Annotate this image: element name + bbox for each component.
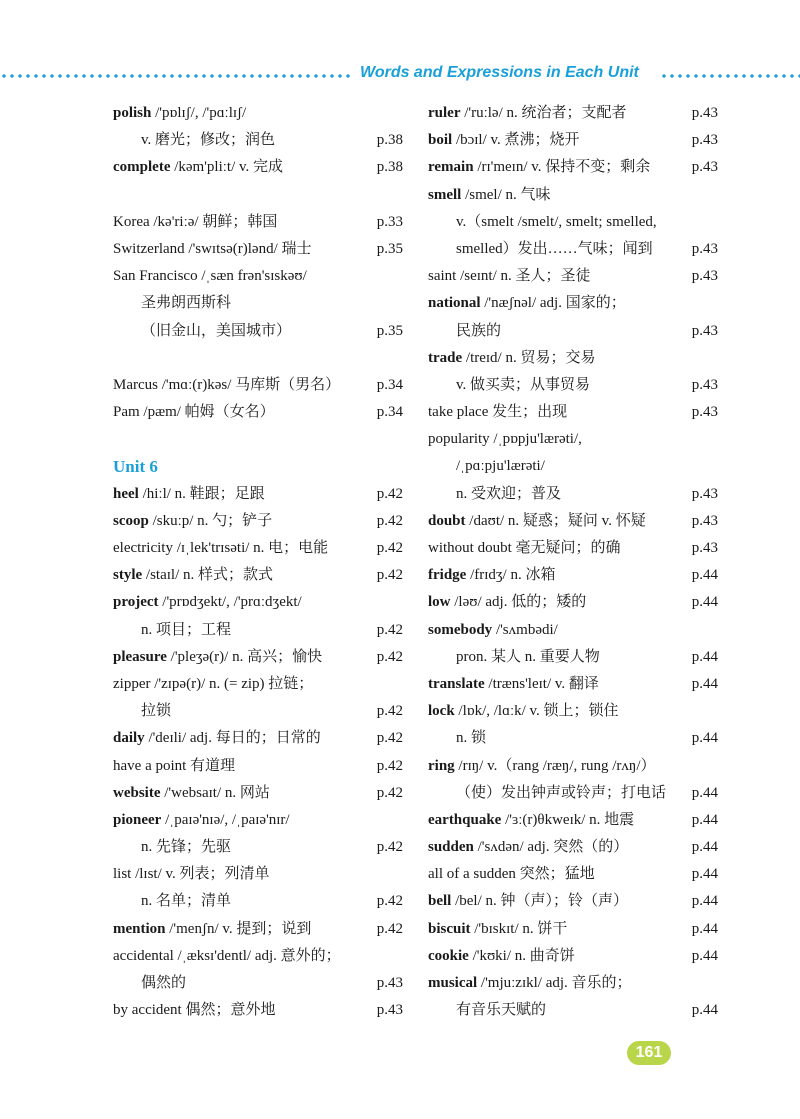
entry-text: smelled）发出……气味；闻到: [456, 240, 653, 257]
entry-text: earthquake /'ɜː(r)θkweɪk/ n. 地震: [428, 811, 635, 828]
entry-text: complete /kəm'pliːt/ v. 完成: [113, 159, 284, 176]
page-ref: p.44: [691, 1002, 718, 1019]
vocab-line: [428, 263, 718, 290]
entry-text: without doubt 毫无疑问；的确: [428, 540, 621, 556]
entry-text: bell /bel/ n. 钟（声）；铃（声）: [428, 893, 629, 910]
entry-text: Korea /kə'riːə/ 朝鲜；韩国: [113, 213, 278, 230]
vocab-line: [428, 888, 718, 915]
entry-text: remain /rɪ'meɪn/ v. 保持不变；剩余: [428, 159, 651, 176]
vocab-line: [113, 535, 403, 562]
entry-text: n. 锁: [456, 730, 487, 747]
page-ref: p.44: [691, 730, 718, 747]
entry-text: style /staɪl/ n. 样式；款式: [113, 567, 274, 584]
headword: scoop: [113, 512, 149, 529]
entry-text: ring /rɪŋ/ v.（rang /ræŋ/, rung /rʌŋ/）: [428, 757, 656, 774]
vocab-line: [428, 644, 718, 671]
entry-text: low /ləʊ/ adj. 低的；矮的: [428, 594, 587, 611]
page-ref: p.43: [691, 132, 718, 149]
left-column: [113, 100, 403, 1024]
entry-text: pleasure /'pleʒə(r)/ n. 高兴；愉快: [113, 648, 323, 665]
headword: daily: [113, 730, 145, 747]
page-ref: p.42: [376, 839, 403, 856]
page-ref: p.42: [376, 784, 403, 801]
page-ref: p.44: [691, 920, 718, 937]
page-ref: p.42: [376, 485, 403, 502]
entry-text: 民族的: [456, 322, 502, 339]
page-ref: p.42: [376, 730, 403, 747]
vocab-line: [113, 209, 403, 236]
page-ref: p.44: [691, 594, 718, 611]
blank-line: [113, 345, 403, 372]
blank-line: [113, 182, 403, 209]
vocab-line: [428, 970, 718, 997]
page-ref: p.43: [691, 376, 718, 393]
entry-text: doubt /daʊt/ n. 疑惑；疑问 v. 怀疑: [428, 512, 646, 529]
entry-text: 拉锁: [141, 703, 172, 720]
headword: mention: [113, 920, 166, 937]
page-ref: p.43: [691, 540, 718, 556]
page-ref: p.33: [376, 213, 403, 230]
entry-text: n. 项目；工程: [141, 621, 232, 638]
vocab-line: [113, 617, 403, 644]
headword: cookie: [428, 947, 469, 964]
vocab-line: [113, 399, 403, 426]
vocab-line: [428, 426, 718, 453]
page-ref: p.43: [691, 240, 718, 257]
page-number: 161: [627, 1041, 671, 1065]
entry-text: San Francisco /ˌsæn frən'sɪskəʊ/: [113, 268, 307, 285]
entry-text: 偶然的: [141, 975, 187, 991]
entry-text: Marcus /'mɑː(r)kəs/ 马库斯（男名）: [113, 376, 341, 393]
entry-text: mention /'menʃn/ v. 提到；说到: [113, 920, 312, 937]
entry-text: musical /'mjuːzɪkl/ adj. 音乐的；: [428, 975, 632, 991]
right-column: [428, 100, 718, 1024]
entry-text: daily /'deɪli/ adj. 每日的；日常的: [113, 730, 321, 747]
entry-text: national /'næʃnəl/ adj. 国家的；: [428, 295, 626, 312]
page-ref: p.43: [691, 322, 718, 339]
vocab-line: [113, 508, 403, 535]
entry-text: translate /træns'leɪt/ v. 翻译: [428, 675, 599, 692]
headword: pleasure: [113, 648, 167, 665]
headword: somebody: [428, 621, 493, 638]
headword: bell: [428, 893, 452, 910]
entry-text: v. 做买卖；从事贸易: [456, 376, 591, 393]
entry-text: scoop /skuːp/ n. 勺；铲子: [113, 512, 273, 529]
page-ref: p.42: [376, 893, 403, 910]
entry-text: n. 名单；清单: [141, 893, 232, 910]
page-ref: p.34: [376, 376, 403, 393]
vocab-line: [428, 753, 718, 780]
vocab-line: [113, 888, 403, 915]
headword: remain: [428, 159, 474, 176]
header-title: Words and Expressions in Each Unit: [360, 64, 639, 81]
entry-text: n. 先锋；先驱: [141, 839, 232, 856]
entry-text: pron. 某人 n. 重要人物: [456, 648, 600, 665]
headword: doubt: [428, 512, 466, 529]
page-ref: p.38: [376, 159, 403, 176]
vocab-line: [113, 589, 403, 616]
vocab-line: [113, 481, 403, 508]
running-header: [0, 62, 800, 90]
vocab-line: [113, 970, 403, 997]
vocab-line: [113, 807, 403, 834]
headword: polish: [113, 105, 152, 121]
vocab-line: [113, 943, 403, 970]
entry-text: polish /'pɒlɪʃ/, /'pɑːlɪʃ/: [113, 105, 247, 121]
vocab-line: [428, 290, 718, 317]
headword: ruler: [428, 105, 461, 121]
entry-text: 有音乐天赋的: [456, 1002, 547, 1019]
vocab-line: [113, 372, 403, 399]
entry-text: boil /bɔɪl/ v. 煮沸；烧开: [428, 132, 580, 149]
headword: ring: [428, 757, 455, 774]
vocab-line: [113, 154, 403, 181]
headword: fridge: [428, 567, 467, 584]
headword: low: [428, 594, 451, 611]
vocab-line: [428, 671, 718, 698]
page-ref: p.44: [691, 947, 718, 964]
vocab-line: [428, 589, 718, 616]
vocab-line: [113, 834, 403, 861]
entry-text: lock /lɒk/, /lɑːk/ v. 锁上；锁住: [428, 703, 619, 720]
entry-text: v. 磨光；修改；润色: [141, 132, 276, 149]
headword: style: [113, 567, 143, 584]
entry-text: Pam /pæm/ 帕姆（女名）: [113, 404, 275, 421]
headword: lock: [428, 703, 455, 720]
entry-text: saint /seɪnt/ n. 圣人；圣徒: [428, 268, 591, 285]
headword: smell: [428, 186, 462, 203]
entry-text: smell /smel/ n. 气味: [428, 186, 551, 203]
entry-text: heel /hiːl/ n. 鞋跟；足跟: [113, 485, 265, 502]
entry-text: project /'prɒdʒekt/, /'prɑːdʒekt/: [113, 594, 302, 611]
vocab-line: [428, 154, 718, 181]
vocab-line: [428, 318, 718, 345]
vocab-line: [428, 127, 718, 154]
entry-text: trade /treɪd/ n. 贸易；交易: [428, 349, 596, 366]
page-ref: p.42: [376, 648, 403, 665]
vocab-line: [113, 318, 403, 345]
entry-text: sudden /'sʌdən/ adj. 突然（的）: [428, 839, 629, 856]
entry-text: website /'websaɪt/ n. 网站: [113, 784, 270, 801]
page-ref: p.43: [691, 512, 718, 529]
headword: musical: [428, 975, 478, 991]
vocab-line: [113, 127, 403, 154]
page-ref: p.44: [691, 567, 718, 584]
entry-text: by accident 偶然；意外地: [113, 1002, 276, 1019]
vocab-line: [428, 916, 718, 943]
headword: pioneer: [113, 811, 162, 828]
vocab-line: [113, 290, 403, 317]
page-ref: p.43: [376, 975, 403, 991]
vocab-line: [113, 263, 403, 290]
vocab-line: [113, 644, 403, 671]
vocab-line: [428, 100, 718, 127]
page-ref: p.43: [691, 105, 718, 121]
headword: boil: [428, 132, 453, 149]
page-ref: p.42: [376, 621, 403, 638]
headword: sudden: [428, 839, 474, 856]
vocab-line: [113, 562, 403, 589]
headword: biscuit: [428, 920, 471, 937]
vocab-line: [428, 481, 718, 508]
entry-text: v.（smelt /smelt/, smelt; smelled,: [456, 213, 657, 230]
entry-text: fridge /frɪdʒ/ n. 冰箱: [428, 567, 556, 584]
page-ref: p.43: [376, 1002, 403, 1019]
vocab-line: [428, 698, 718, 725]
vocab-line: [428, 372, 718, 399]
header-dots-left: [0, 74, 352, 78]
blank-line: [113, 426, 403, 453]
vocab-line: [428, 562, 718, 589]
entry-text: Switzerland /'swɪtsə(r)lənd/ 瑞士: [113, 240, 312, 257]
vocab-line: [428, 236, 718, 263]
headword: trade: [428, 349, 463, 366]
vocab-line: [113, 698, 403, 725]
vocab-line: [428, 508, 718, 535]
entry-text: take place 发生；出现: [428, 404, 568, 421]
page-ref: p.44: [691, 839, 718, 856]
vocab-line: [428, 780, 718, 807]
vocab-line: [428, 617, 718, 644]
headword: national: [428, 295, 481, 312]
headword: project: [113, 594, 159, 611]
page-ref: p.42: [376, 757, 403, 774]
headword: translate: [428, 675, 485, 692]
page-ref: p.43: [691, 268, 718, 285]
entry-text: zipper /'zɪpə(r)/ n. (= zip) 拉链；: [113, 675, 314, 692]
unit-heading: [113, 453, 403, 480]
vocab-line: [428, 209, 718, 236]
vocab-line: [113, 916, 403, 943]
vocab-line: [113, 861, 403, 888]
page-ref: p.35: [376, 322, 403, 339]
page-ref: p.44: [691, 648, 718, 665]
entry-text: popularity /ˌpɒpju'lærəti/,: [428, 431, 582, 448]
page-ref: p.44: [691, 866, 718, 883]
page-ref: p.35: [376, 240, 403, 257]
page-ref: p.42: [376, 567, 403, 584]
headword: website: [113, 784, 161, 801]
entry-text: Unit 6: [113, 457, 158, 477]
vocab-line: [428, 725, 718, 752]
page-ref: p.42: [376, 920, 403, 937]
page-ref: p.44: [691, 893, 718, 910]
page-ref: p.43: [691, 159, 718, 176]
page-ref: p.42: [376, 540, 403, 556]
page-ref: p.42: [376, 703, 403, 720]
entry-text: somebody /'sʌmbədi/: [428, 621, 558, 638]
entry-text: biscuit /'bɪskɪt/ n. 饼干: [428, 920, 568, 937]
page-ref: p.44: [691, 784, 718, 801]
vocab-line: [428, 943, 718, 970]
entry-text: all of a sudden 突然；猛地: [428, 866, 595, 883]
vocab-line: [428, 345, 718, 372]
vocab-line: [428, 453, 718, 480]
entry-text: list /lɪst/ v. 列表；列清单: [113, 866, 270, 883]
vocab-line: [428, 807, 718, 834]
entry-text: electricity /ɪˌlek'trɪsəti/ n. 电；电能: [113, 540, 329, 556]
page-ref: p.44: [691, 675, 718, 692]
entry-text: /ˌpɑːpju'lærəti/: [456, 458, 545, 475]
page-ref: p.34: [376, 404, 403, 421]
headword: earthquake: [428, 811, 502, 828]
entry-text: （旧金山，美国城市）: [141, 322, 292, 339]
vocab-line: [113, 236, 403, 263]
entry-text: accidental /ˌæksɪ'dentl/ adj. 意外的；: [113, 947, 341, 964]
entry-text: ruler /'ruːlə/ n. 统治者；支配者: [428, 105, 627, 121]
entry-text: cookie /'kʊki/ n. 曲奇饼: [428, 947, 575, 964]
vocab-line: [113, 997, 403, 1024]
vocab-line: [113, 671, 403, 698]
entry-text: （使）发出钟声或铃声；打电话: [456, 784, 667, 801]
vocab-line: [113, 725, 403, 752]
vocab-line: [428, 834, 718, 861]
vocab-line: [428, 997, 718, 1024]
headword: heel: [113, 485, 139, 502]
page-ref: p.42: [376, 512, 403, 529]
page-ref: p.44: [691, 811, 718, 828]
vocab-line: [113, 100, 403, 127]
header-dots-right: [660, 74, 800, 78]
page-ref: p.43: [691, 404, 718, 421]
page-ref: p.38: [376, 132, 403, 149]
entry-text: n. 受欢迎；普及: [456, 485, 562, 502]
headword: complete: [113, 159, 171, 176]
vocab-line: [113, 753, 403, 780]
vocab-line: [113, 780, 403, 807]
vocab-line: [428, 182, 718, 209]
page-ref: p.43: [691, 485, 718, 502]
vocab-line: [428, 399, 718, 426]
entry-text: pioneer /ˌpaɪə'nɪə/, /ˌpaɪə'nɪr/: [113, 811, 290, 828]
entry-text: 圣弗朗西斯科: [141, 295, 232, 312]
vocab-line: [428, 861, 718, 888]
entry-text: have a point 有道理: [113, 757, 236, 774]
vocab-line: [428, 535, 718, 562]
